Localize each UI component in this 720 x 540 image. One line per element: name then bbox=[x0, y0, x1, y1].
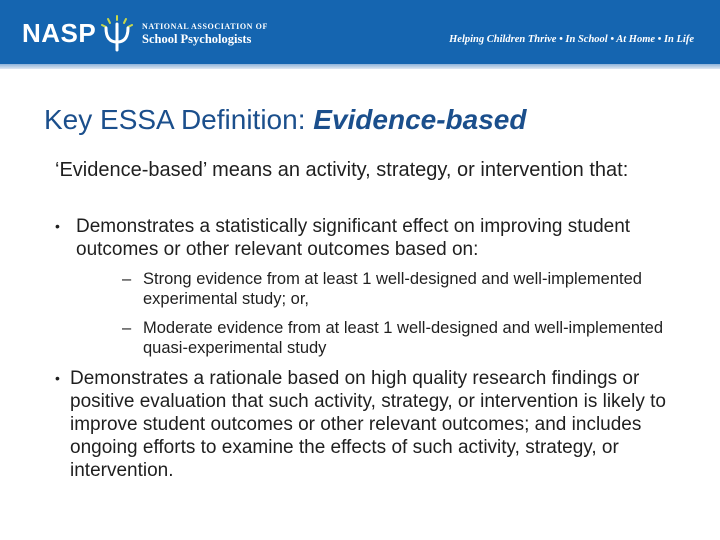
sub-bullet-mark: – bbox=[122, 270, 132, 288]
bullet-mark: • bbox=[55, 218, 60, 234]
psi-sunburst-icon bbox=[100, 14, 134, 52]
sub-bullet-mark: – bbox=[122, 319, 132, 337]
org-name bbox=[142, 22, 268, 47]
header-bar bbox=[0, 0, 720, 64]
sub-bullet-item bbox=[122, 318, 682, 358]
slide-title-emphasis: Evidence-based bbox=[313, 104, 527, 135]
sub-bullet-text: Moderate evidence from at least 1 well-designed and well-implemented quasi-experimental study bbox=[143, 319, 664, 357]
org-name-line2: School Psychologists bbox=[142, 32, 252, 46]
slide-title-prefix: Key ESSA Definition: bbox=[44, 104, 314, 135]
bullet-item bbox=[55, 367, 675, 482]
header-divider bbox=[0, 64, 720, 69]
intro-text: ‘Evidence-based’ means an activity, strategy, or intervention that: bbox=[55, 159, 629, 181]
slide-title bbox=[44, 104, 526, 136]
bullet-text: Demonstrates a statistically significant effect on improving student outcomes or other relevant outcomes based on: bbox=[76, 216, 631, 260]
tagline: Helping Children Thrive • In School • At Home • In Life bbox=[449, 34, 694, 45]
nasp-logo-text: NASP bbox=[22, 18, 97, 48]
sub-bullet-item bbox=[122, 269, 682, 309]
bullet-item bbox=[55, 215, 675, 261]
org-name-line1: NATIONAL ASSOCIATION OF bbox=[142, 22, 268, 31]
bullet-text: Demonstrates a rationale based on high quality research findings or positive evaluation that such activity, strategy, or intervention is likely to improve student outcomes or other relevant outcomes; and includes ongoing efforts to examine the effects of such activity, strategy, or intervention. bbox=[70, 368, 666, 481]
sub-bullet-text: Strong evidence from at least 1 well-designed and well-implemented experimental study; or, bbox=[143, 270, 642, 308]
bullet-mark: • bbox=[55, 370, 60, 386]
